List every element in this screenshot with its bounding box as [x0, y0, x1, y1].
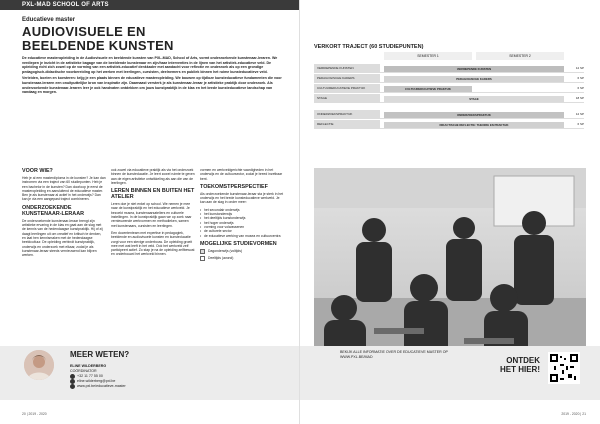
course-bar: DIDACTISCHE REFLECTIE: THEORIE EN PRAKTIJK — [384, 122, 564, 128]
section-header: PXL-MAD SCHOOL OF ARTS — [0, 0, 300, 10]
credits: 6 SP — [577, 76, 584, 80]
course-bar: ONDERZOEKSPRAKTIJK — [384, 112, 564, 118]
title-line-2: BEELDENDE KUNSTEN — [22, 38, 174, 53]
qr-icon — [550, 354, 578, 382]
body-text: ook zowel via educatieve praktijk als via het onderzoek binnen de kunsteducatie. Je leert zowel ruimte te geven aan de eigen artistieke ontwikkeling als aan die van de leerlingen. — [111, 168, 195, 185]
right-page — [300, 0, 600, 424]
column-1 — [22, 168, 106, 260]
table-row — [314, 94, 584, 103]
row-label: PEDAGOGISCHE KADERS — [314, 74, 380, 83]
contact-name: ELINE WILDERBERG — [70, 364, 107, 368]
contact-title: MEER WETEN? — [70, 350, 130, 359]
page-number-left: 20 | 2019 - 2020 — [22, 412, 47, 416]
row-label: ONDERZOEKSPRAKTIJK — [314, 110, 380, 119]
list-item: • het deeltijds kunstonderwijs — [200, 216, 284, 220]
avatar — [24, 350, 54, 380]
traject-title: VERKORT TRAJECT (60 STUDIEPUNTEN) — [314, 44, 424, 50]
table-row — [314, 120, 584, 129]
web-row — [70, 384, 126, 389]
article-title — [22, 25, 282, 53]
phone-icon — [70, 374, 75, 379]
list-item: • het kunstonderwijs — [200, 212, 284, 216]
course-bar: VERDIEPENDE KUNSTEN — [384, 66, 564, 72]
body-text: Leren doe je niet enkel op school. We nemen je mee naar de kunstpraktijk en het educatieve werkveld. Je bezoekt musea, kunstenaarsateliers en culturele instellingen. In de kunstpraktijk gaan we op zoek naar vernieuwende werkvormen en methodieken, samen met kunstenaars, cursisten en leerlingen. — [111, 202, 192, 228]
contact-phone[interactable]: +32 11 77 55 00 — [77, 373, 103, 378]
list-item: • het hoger onderwijs — [200, 221, 284, 225]
list-item: • de culturele sector — [200, 229, 284, 233]
credits: 12 SP — [575, 66, 584, 70]
course-bar: CULTUUREDUCATIEVE PRAKTIJK — [384, 86, 472, 92]
career-list — [200, 208, 284, 238]
semester-2-header: SEMESTER 2 — [476, 52, 564, 60]
article-intro — [22, 56, 284, 97]
contact-web[interactable]: www.pxl.be/educatieve-master — [77, 383, 126, 388]
credits: 12 SP — [575, 112, 584, 116]
body-text: De onderzoekende kunstenaar-leraar brengt zijn artistieke ervaring in de klas en gaat aan de slag met de kennis van de hedendaagse kunstpraktijk. Hij of zij daagt leerlingen uit om creatief en kritisch te denken, en laat hen kennismaken met de hedendaagse beeldcultuur. De opleiding verbindt kunstpraktijk, onderwijs en onderzoek met elkaar, zodat je als kunstenaar-leraar steeds vernieuwend kan blijven werken. — [22, 218, 103, 258]
list-item: • het secundair onderwijs — [200, 208, 284, 212]
contact-email[interactable]: eline.wilderberg@pxl.be — [77, 378, 116, 383]
credits: 6 SP — [577, 86, 584, 90]
row-label: REFLECTIE — [314, 120, 380, 129]
heading-voor-wie: VOOR WIE? — [22, 168, 53, 174]
table-row — [314, 110, 584, 119]
legend-item — [200, 249, 284, 254]
intro-paragraph: De educatieve masteropleiding in de Audiovisuele en beeldende kunsten van PXL-MAD, School of Arts, vormt onderzoekende kunstenaar-leraren. We verdiepen je inzicht in de artistieke bagage van de beeldende kunstenaar en zijn/haar interventies in de lijnen van het artistiek-educatieve veld. De opleiding richt zich zowel op de vorming van een artistiek-educatief denkkader met aandacht voor reflectie en onderzoek als op een grondige pedagogisch-didactische voorbereiding op het werken met leerlingen, cursisten, deelnemers en publiek binnen het ruime kunsteducatieve veld. — [22, 56, 278, 74]
email-icon — [70, 379, 75, 384]
list-item: • de educatieve werking van musea en cultuurcentra — [200, 234, 284, 238]
row-label: CULTUUREDUCATIEVE PRAKTIJK — [314, 84, 380, 93]
table-row — [314, 74, 584, 83]
legend-swatch — [200, 256, 205, 261]
course-bar: STAGE — [384, 96, 564, 102]
title-line-1: AUDIOVISUELE EN — [22, 24, 146, 39]
heading-studievormen: MOGELIJKE STUDIEVORMEN — [200, 240, 277, 247]
credits: 18 SP — [575, 96, 584, 100]
traject-table — [314, 52, 584, 152]
cta-title — [490, 356, 540, 374]
column-2 — [111, 168, 195, 260]
heading-leren: LEREN BINNEN EN BUITEN HET ATELIER — [111, 188, 195, 201]
article-body — [22, 168, 284, 346]
row-label: VERDIEPENDE KUNSTEN — [314, 64, 380, 73]
list-item: • vorming voor volwassenen — [200, 225, 284, 229]
body-text: Heb je al een masterdiploma in de kunsten? Je kan dan instromen via een traject van 60 studiepunten. Heb je een bachelor in de kunsten? Dan doorloop je eerst de masteropleiding en aansluitend de educatieve master. Ben je als kunstenaar al actief in het onderwijs? Dan kan je via een aangepast traject combineren. — [22, 176, 106, 202]
cta-title-line-2: HET HIER! — [500, 365, 540, 374]
course-bar: PEDAGOGISCHE KADERS — [384, 76, 564, 82]
heading-toekomst: TOEKOMSTPERSPECTIEF — [200, 183, 268, 190]
article-kicker: Educatieve master — [22, 17, 76, 23]
web-icon — [70, 384, 75, 389]
intro-paragraph: Verleiden, boeien en koesteren: krijg je een plaats binnen de educatieve masteropleiding. We bouwen op tijdloze kunsteducatieve fundamenten die voor kunstenaar-leraren een onuitputtelijke bron van inspiratie zijn. Daarnaast versterk je als kunstenaar-leraar je artistieke praktijk door onderzoek. Als onderzoekende kunstenaar-leraren leer je ook handvaten ontdekken om jouw kunstpraktijk in de klas en het brede kunsteducatieve landschap van vandaag en morgen. — [22, 76, 282, 95]
legend-item — [200, 256, 284, 261]
heading-kunstenaar-leraar: ONDERZOEKENDE KUNSTENAAR-LERAAR — [22, 204, 84, 217]
column-3 — [200, 168, 284, 263]
semester-1-header: SEMESTER 1 — [384, 52, 472, 60]
contact-role: COÖRDINATOR — [70, 368, 97, 373]
body-text: vormen en werkveldgerichte vaardigheden in het onderwijs en de cultuursector, zodat je breed inzetbaar bent. — [200, 168, 283, 181]
qr-code[interactable] — [548, 352, 580, 384]
cta-text: BEKIJK ALLE INFORMATIE OVER DE EDUCATIEVE MASTER OP WWW.PXL.BE/MAD — [340, 350, 448, 359]
table-row — [314, 84, 584, 93]
body-text: Als onderzoekende kunstenaar-leraar sta je sterk in het onderwijs en het brede kunsteducatieve werkveld. Je kan aan de slag in onder meer: — [200, 191, 284, 205]
table-row — [314, 64, 584, 73]
body-text: Een docententeam met expertise in pedagogiek, beeldende en audiovisuele kunsten en kunsteducatie zorgt voor een stevige onderbouw. De opleiding groeit mee met wat leeft in het veld. Ook het werkveld zelf participeert actief. Zo stap je na de opleiding zelfbewust en onderbouwd het werkveld binnen. — [111, 230, 195, 257]
row-label: STAGE — [314, 94, 380, 103]
legend-label: Dagonderwijs (voltijds) — [208, 249, 243, 254]
legend-swatch — [200, 249, 205, 254]
credits: 6 SP — [577, 122, 584, 126]
page-number-right: 2019 - 2020 | 21 — [561, 412, 586, 416]
contact-details — [70, 364, 126, 389]
legend-label: Deeltijds (avond) — [208, 256, 234, 261]
cta-title-line-1: ONTDEK — [506, 356, 540, 365]
